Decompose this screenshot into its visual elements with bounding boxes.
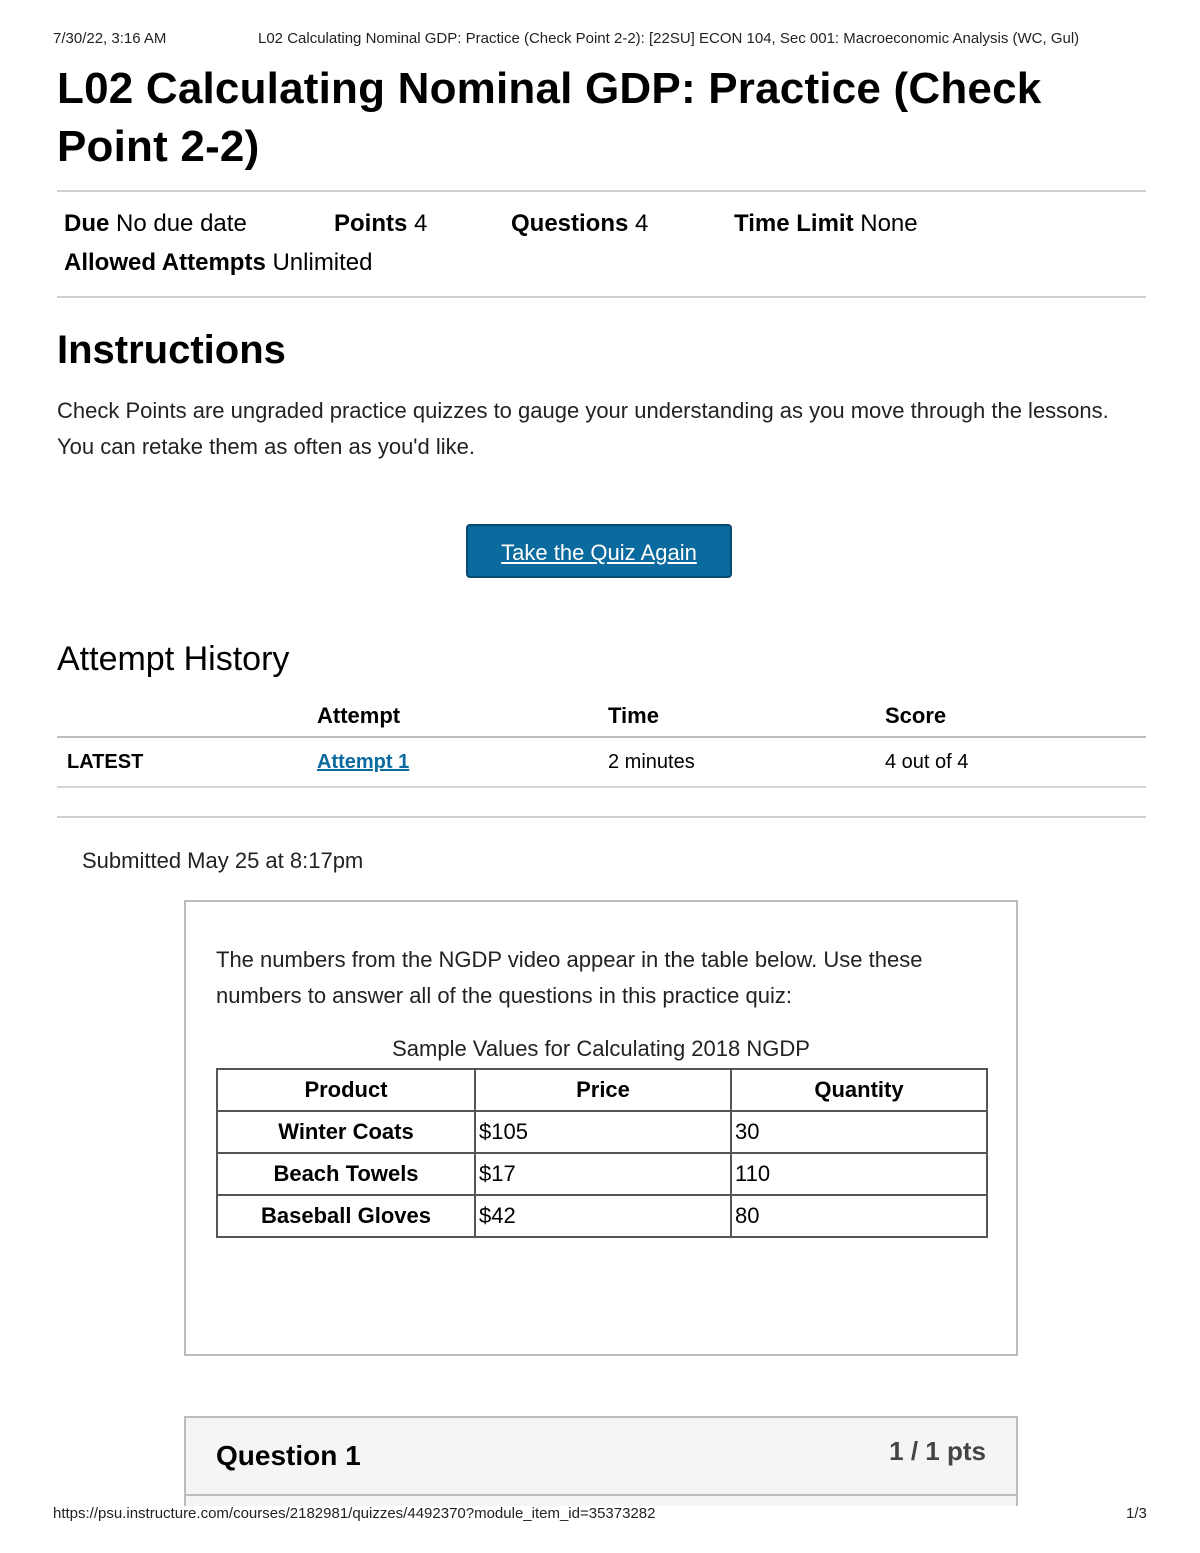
instructions-heading: Instructions — [57, 328, 286, 372]
meta-questions: Questions 4 — [511, 210, 649, 237]
divider — [57, 816, 1146, 818]
divider — [57, 296, 1146, 298]
column-header: Quantity — [731, 1069, 987, 1111]
latest-badge: LATEST — [57, 737, 317, 787]
attempt-history-table — [57, 696, 1146, 788]
quiz-intro-box — [184, 900, 1018, 1356]
column-header: Time — [608, 696, 885, 737]
print-header-date: 7/30/22, 3:16 AM — [53, 30, 167, 47]
attempt-cell — [317, 737, 608, 787]
print-footer-url: https://psu.instructure.com/courses/2182981/quizzes/4492370?module_item_id=35373282 — [53, 1505, 656, 1522]
meta-due: Due No due date — [64, 210, 247, 237]
column-header: Price — [475, 1069, 731, 1111]
quantity-cell: 80 — [731, 1195, 987, 1237]
submitted-timestamp: Submitted May 25 at 8:17pm — [82, 848, 364, 873]
attempt-link[interactable]: Attempt 1 — [317, 750, 410, 773]
question-points: 1 / 1 pts — [889, 1436, 986, 1466]
page-title: L02 Calculating Nominal GDP: Practice (Check Point 2-2) — [57, 64, 1042, 171]
take-quiz-button-wrap — [466, 524, 732, 578]
quiz-meta — [57, 192, 1146, 292]
take-quiz-again-button[interactable]: Take the Quiz Again — [466, 524, 732, 578]
attempt-history-section — [57, 640, 1146, 874]
quiz-content — [57, 60, 1146, 465]
price-cell: $105 — [475, 1111, 731, 1153]
instructions-text: Check Points are ungraded practice quizzes to gauge your understanding as you move through the lessons. You can retake them as often as you'd like. — [57, 398, 1109, 459]
sample-values-table — [216, 1068, 988, 1238]
question-title: Question 1 — [216, 1440, 361, 1471]
meta-allowed-attempts: Allowed Attempts Unlimited — [64, 249, 373, 276]
price-cell: $42 — [475, 1195, 731, 1237]
print-footer-page-number: 1/3 — [1126, 1505, 1147, 1522]
meta-time-limit: Time Limit None — [734, 210, 918, 237]
table-row — [57, 737, 1146, 787]
product-cell: Winter Coats — [217, 1111, 475, 1153]
price-cell: $17 — [475, 1153, 731, 1195]
column-header: Product — [217, 1069, 475, 1111]
product-cell: Baseball Gloves — [217, 1195, 475, 1237]
table-row — [217, 1111, 987, 1153]
table-caption: Sample Values for Calculating 2018 NGDP — [392, 1036, 810, 1061]
table-row — [217, 1195, 987, 1237]
column-header: Score — [885, 696, 1146, 737]
divider — [186, 1494, 1016, 1496]
column-header — [57, 696, 317, 737]
time-cell: 2 minutes — [608, 737, 885, 787]
quantity-cell: 110 — [731, 1153, 987, 1195]
meta-points: Points 4 — [334, 210, 428, 237]
question-1-header — [184, 1416, 1018, 1506]
print-header-title: L02 Calculating Nominal GDP: Practice (Check Point 2-2): [22SU] ECON 104, Sec 001: Macroeconomic Analysis (WC, Gul) — [258, 30, 1080, 47]
table-header-row — [217, 1069, 987, 1111]
intro-text: The numbers from the NGDP video appear in the table below. Use these numbers to answer all of the questions in this practice quiz: — [216, 947, 923, 1008]
attempt-history-heading: Attempt History — [57, 640, 290, 678]
table-header-row — [57, 696, 1146, 737]
product-cell: Beach Towels — [217, 1153, 475, 1195]
column-header: Attempt — [317, 696, 608, 737]
quantity-cell: 30 — [731, 1111, 987, 1153]
score-cell: 4 out of 4 — [885, 737, 1146, 787]
table-row — [217, 1153, 987, 1195]
